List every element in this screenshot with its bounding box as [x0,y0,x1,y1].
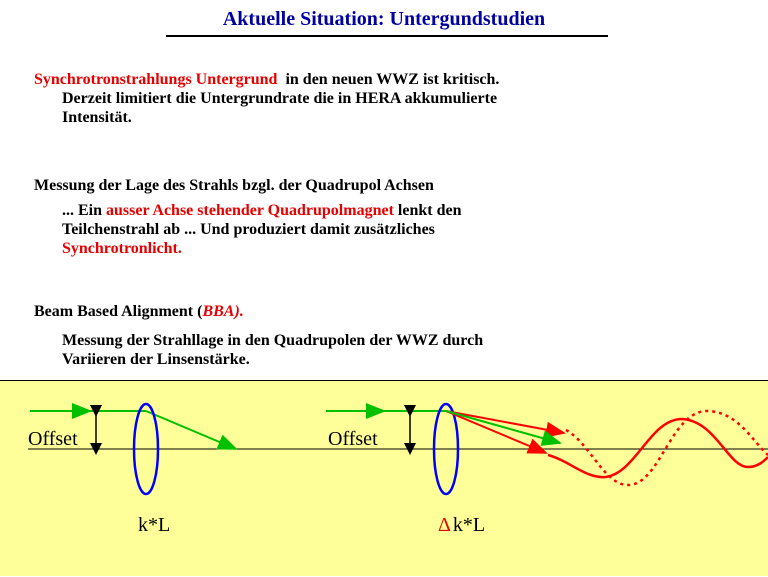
right-red-ray-upper [446,411,564,433]
title-underline [166,35,608,37]
page-title: Aktuelle Situation: Untergundstudien [222,8,546,30]
section3-line2: Variieren der Linsenstärke. [62,351,250,368]
section1-line1 [34,70,754,89]
section2-heading: Messung der Lage des Strahls bzgl. der Quadrupol Achsen [34,177,434,194]
left-offset-label: Offset [28,428,78,450]
section3-heading-prefix: Beam Based Alignment ( [34,303,203,320]
right-lens-label-text: k*L [452,514,486,536]
bba-diagram [0,380,768,576]
section1-line3: Intensität. [62,109,132,126]
section2-line1-prefix: ... Ein [62,202,103,219]
right-offset-label: Offset [328,428,378,450]
section2-line2: Teilchenstrahl ab ... Und produziert damit zusätzliches [62,221,435,238]
section2-highlight: ausser Achse stehender Quadrupolmagnet [106,202,394,219]
section-messung [34,176,754,258]
delta-symbol: Δ [438,514,451,536]
section3-line1: Messung der Strahllage in den Quadrupolen der WWZ durch [62,332,484,349]
section-synchrotron [34,70,754,127]
section1-highlight: Synchrotronstrahlungs Untergrund [34,71,278,88]
section2-line1-suffix: lenkt den [397,202,462,219]
section2-line1 [34,201,754,220]
section1-line2: Derzeit limitiert die Untergrundrate die in HERA akkumulierte [62,90,498,107]
section3-heading [34,302,754,321]
right-green-ray [446,411,560,443]
left-deflected-beam [146,411,236,449]
left-lens-label: k*L [138,514,171,536]
section2-line3: Synchrotronlicht. [62,240,182,257]
section-bba [34,302,754,369]
right-lens-label [438,514,485,536]
section3-bba-abbrev: BBA). [202,303,244,320]
bba-diagram-svg [0,381,768,577]
section1-line1-rest: in den neuen WWZ ist kritisch. [285,71,500,88]
right-solid-oscillation [548,419,768,477]
right-red-ray-lower [446,411,546,453]
